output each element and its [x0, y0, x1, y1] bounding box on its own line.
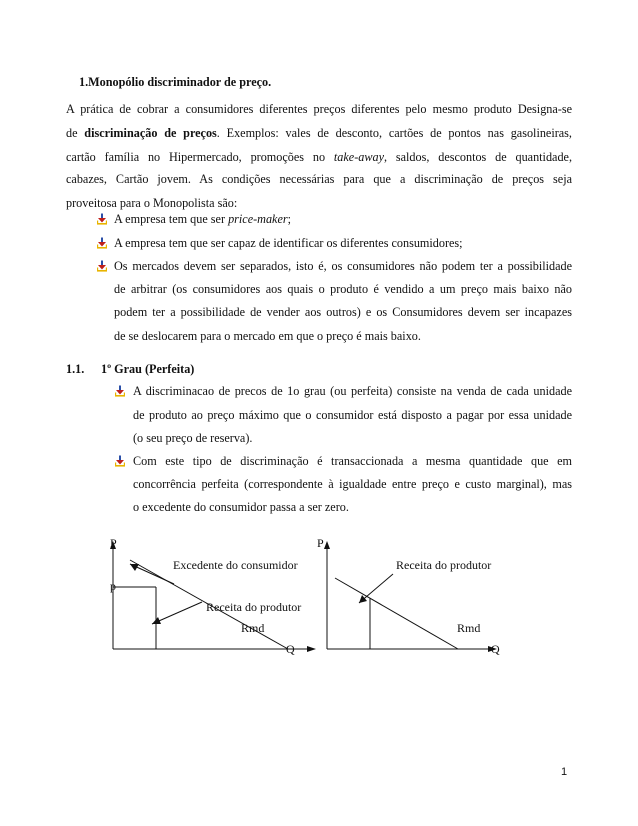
text-run: cabazes, Cartão jovem. As condições necessárias para que a discriminação de preços seja — [66, 172, 572, 186]
text-run: Com este tipo de discriminação é transaccionada a mesma quantidade que em — [133, 454, 572, 468]
section-heading: 1.Monopólio discriminador de preço. — [79, 75, 272, 89]
text-run: de — [66, 126, 85, 140]
page-number: 1 — [561, 766, 568, 778]
text-run: ; — [287, 212, 292, 226]
demand-line — [335, 578, 458, 649]
text-run: o excedente do consumidor passa a ser zero. — [133, 500, 349, 514]
paragraph-line — [66, 126, 572, 141]
graph-right-revenue-label: Receita do produtor — [396, 558, 492, 572]
bullet-line — [114, 259, 572, 274]
bullet-line — [114, 236, 572, 251]
text-run: concorrência perfeita (correspondente à igualdade entre preço e custo marginal), mas — [133, 477, 572, 491]
paragraph-line — [66, 196, 572, 211]
bullet-line — [133, 500, 572, 515]
text-run: cartão família no Hipermercado, promoções no — [66, 150, 334, 164]
bullet-line — [133, 408, 572, 423]
graph-left-revenue-label: Receita do produtor — [206, 600, 302, 614]
text-run: de se deslocarem para o mercado em que o preço é mais baixo. — [114, 329, 421, 343]
text-run: Os mercados devem ser separados, isto é, os consumidores não podem ter a possibilidade — [114, 259, 572, 273]
graph-right-x-label: Q — [491, 642, 500, 656]
subsection-number: 1.1. — [66, 362, 85, 376]
text-run: A empresa tem que ser capaz de identificar os diferentes consumidores; — [114, 236, 463, 250]
bullet-icon — [114, 455, 126, 467]
graph-left-curve-label: Rmd — [241, 621, 265, 635]
bullet-icon — [114, 385, 126, 397]
text-run: (o seu preço de reserva). — [133, 431, 253, 445]
text-run: , saldos, descontos de quantidade, — [384, 150, 572, 164]
graph-left-x-label: Q — [286, 642, 295, 656]
bullet-line — [114, 305, 572, 320]
graph-left-y-label: P — [110, 536, 117, 550]
bullet-line — [133, 454, 572, 469]
italic-term: take-away — [333, 150, 384, 164]
paragraph-line — [66, 102, 572, 117]
subsection-title: 1º Grau (Perfeita) — [101, 362, 195, 376]
bullet-line — [133, 477, 572, 492]
graph-left-surplus-label: Excedente do consumidor — [173, 558, 298, 572]
text-run: de produto ao preço máximo que o consumidor está disposto a pagar por essa unidade — [133, 408, 572, 422]
graph-right-curve-label: Rmd — [457, 621, 481, 635]
bullet-icon — [96, 237, 108, 249]
graph-left-price-label: p — [110, 579, 116, 593]
bullet-line — [133, 384, 572, 399]
italic-term: price-maker — [228, 212, 288, 226]
bullet-icon — [96, 260, 108, 272]
graph-right-y-label: P — [317, 536, 324, 550]
bullet-line — [114, 282, 572, 297]
bullet-line — [133, 431, 572, 446]
bullet-line — [114, 212, 572, 227]
bullet-line — [114, 329, 572, 344]
paragraph-line — [66, 172, 572, 187]
bullet-icon — [96, 213, 108, 225]
text-run: A prática de cobrar a consumidores diferentes preços diferentes pelo mesmo produto Designa-se — [66, 102, 572, 116]
text-run: proveitosa para o Monopolista são: — [66, 196, 238, 210]
text-run: . Exemplos: vales de desconto, cartões de pontos nas gasolineiras, — [216, 126, 572, 140]
text-run: A empresa tem que ser — [114, 212, 229, 226]
text-run: de arbitrar (os consumidores aos quais o produto é vendido a um preço mais baixo não — [114, 282, 572, 296]
text-run: podem ter a possibilidade de vender aos outros) e os Consumidores devem ser incapazes — [114, 305, 572, 319]
text-run: A discriminacao de precos de 1o grau (ou perfeita) consiste na venda de cada unidade — [133, 384, 572, 398]
y-axis-arrow — [324, 541, 330, 549]
bold-term: discriminação de preços — [84, 126, 217, 140]
paragraph-line — [66, 150, 572, 165]
